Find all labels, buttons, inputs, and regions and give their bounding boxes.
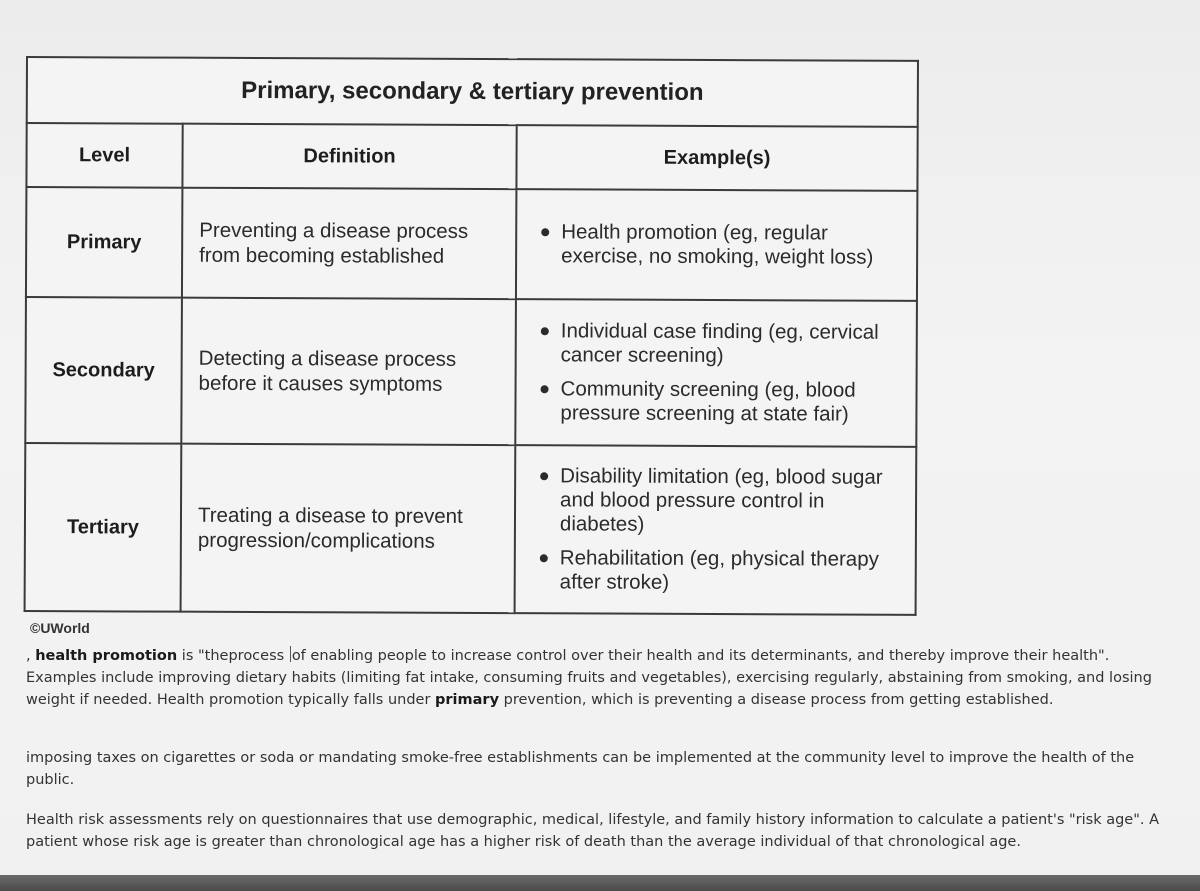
table-title: Primary, secondary & tertiary prevention — [27, 57, 918, 127]
paragraph-text: , — [26, 648, 36, 664]
example-item: Community screening (eg, blood pressure screening at state fair) — [560, 377, 901, 426]
header-definition: Definition — [182, 124, 516, 189]
explanation-paragraph[interactable]: imposing taxes on cigarettes or soda or mandating smoke-free establishments can be implemented at the community level to improve the health of the public. — [26, 750, 1135, 788]
example-item: Rehabilitation (eg, physical therapy after stroke) — [560, 546, 901, 595]
paragraph-text: is "the — [177, 648, 229, 664]
example-item: Disability limitation (eg, blood sugar and blood pressure control in diabetes) — [560, 464, 901, 537]
definition-cell: Treating a disease to prevent progression/complications — [181, 444, 516, 613]
definition-cell: Detecting a disease process before it causes symptoms — [181, 298, 516, 445]
bold-term: health promotion — [35, 648, 178, 664]
paragraph-text: process — [228, 648, 285, 664]
header-level: Level — [26, 123, 182, 188]
paragraph-text: prevention, which is preventing a disease process from getting established. — [499, 692, 1054, 708]
example-item: Individual case finding (eg, cervical cancer screening) — [561, 319, 902, 368]
explanation-paragraph[interactable]: Health risk assessments rely on questionnaires that use demographic, medical, lifestyle, and family history information to calculate a patient's "risk age". A patient whose risk age is greater than chronological age has a higher risk of death than the average individual of that chronological age. — [26, 812, 1160, 850]
paragraph-text: of enabling people to increase control over their health and its determinants, and thereby improve their health". Examples include improving dietary habits (limiting fat intake, consuming fruits and vegetables), exercising regularly, abstaining from smoking, and losing weight if needed. Health promotion typically falls under — [26, 648, 1152, 708]
prevention-table — [24, 56, 919, 616]
header-examples: Example(s) — [516, 125, 917, 191]
example-item: Health promotion (eg, regular exercise, no smoking, weight loss) — [561, 220, 902, 269]
copyright-credit: ©UWorld — [30, 620, 90, 636]
examples-cell — [515, 299, 917, 447]
text-cursor — [290, 646, 291, 662]
table-row — [25, 443, 917, 615]
definition-cell: Preventing a disease process from becoming established — [182, 188, 516, 299]
table-row — [25, 297, 917, 447]
level-cell: Tertiary — [25, 443, 182, 612]
bold-term: primary — [435, 692, 500, 708]
examples-cell — [516, 189, 917, 301]
table-row — [26, 187, 917, 301]
level-cell: Primary — [26, 187, 182, 298]
prevention-table-figure — [24, 56, 919, 616]
bottom-scroll-bar[interactable] — [0, 875, 1200, 891]
examples-cell — [515, 445, 917, 615]
explanation-paragraph[interactable] — [26, 645, 1176, 711]
level-cell: Secondary — [25, 297, 182, 444]
